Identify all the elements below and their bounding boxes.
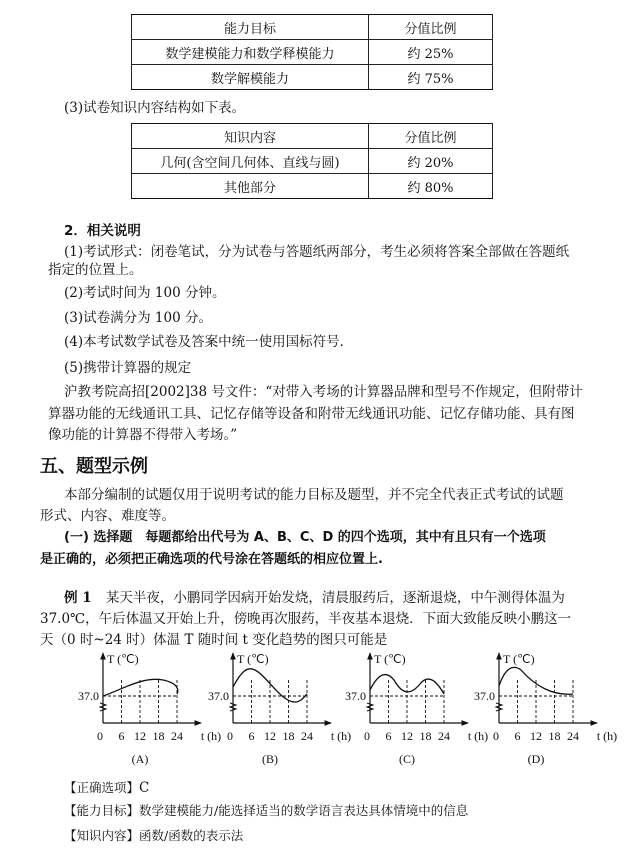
y-tick-label: 37.0 [474,689,495,703]
y-axis-label: T (℃) [374,652,406,666]
x-tick-label: 0 [364,729,370,743]
graphs-panel [0,645,643,770]
x-axis-label: t (h) [596,729,618,743]
temperature-graph [208,652,351,766]
note-item-5: (5)携带计算器的规定 [64,360,192,376]
x-axis-label: t (h) [200,729,222,743]
table-cell: 约 80% [369,174,493,199]
x-tick-label: 6 [514,729,521,743]
table-cell: 数学建模能力和数学释模能力 [132,40,369,65]
temperature-graph [474,652,617,766]
correct-option-value: C [139,780,150,796]
knowledge-table [131,123,493,199]
choice-instructions-2: 是正确的，必须把正确选项的代号涂在答题纸的相应位置上. [40,552,383,567]
section3-intro: (3)试卷知识内容结构如下表。 [64,100,246,116]
y-axis-label: T (℃) [107,652,139,666]
knowledge-content-label: 【知识内容】 [64,828,140,843]
table-row [132,149,493,174]
x-tick-label: 0 [493,729,499,743]
x-tick-label: 18 [419,729,432,743]
correct-option-label: 【正确选项】 [64,780,140,795]
x-axis-label: t (h) [467,729,489,743]
x-tick-label: 0 [97,729,103,743]
ability-target-label: 【能力目标】 [64,803,140,818]
table-cell: 数学解模能力 [132,65,369,90]
x-tick-label: 24 [438,729,450,743]
notes-title: 2．相关说明 [64,223,141,239]
table-row [132,124,493,149]
table-cell: 其他部分 [132,174,369,199]
x-axis-label: t (h) [330,729,352,743]
y-axis-label: T (℃) [503,652,535,666]
table-header-cell: 能力目标 [132,15,369,40]
x-tick-label: 0 [227,729,233,743]
example-line-3: 天（0 时~24 时）体温 T 随时间 t 变化趋势的图只可能是 [40,632,388,648]
option-label: (A) [131,752,149,766]
note-item-4: (4)本考试数学试卷及答案中统一使用国标符号． [64,334,354,350]
x-tick-label: 12 [264,729,276,743]
note-item-1-cont: 指定的位置上。 [48,262,143,278]
temperature-graph [345,652,488,766]
table-header-cell: 分值比例 [369,15,493,40]
rule-line-1: 沪教考院高招[2002]38 号文件：“对带入考场的计算器品牌和型号不作规定，但附带计 [64,384,583,400]
ability-table [131,14,493,90]
x-tick-label: 12 [134,729,146,743]
ability-target [64,800,468,822]
correct-option [64,777,149,799]
x-tick-label: 24 [567,729,579,743]
temperature-graph [78,652,221,766]
knowledge-content [64,825,243,847]
x-tick-label: 24 [171,729,183,743]
rule-line-2: 算器功能的无线通讯工具、记忆存储等设备和附带无线通讯功能、记忆存储功能、具有图 [48,406,575,422]
knowledge-content-value: 函数/函数的表示法 [139,828,244,843]
y-tick-label: 37.0 [78,689,99,703]
x-tick-label: 18 [152,729,165,743]
option-label: (C) [399,752,415,766]
y-tick-label: 37.0 [345,689,366,703]
example-label: 例 1 [64,590,92,606]
table-row [132,65,493,90]
choice-instructions-1: (一) 选择题 每题都给出代号为 A、B、C、D 的四个选项，其中有且只有一个选项 [64,530,546,545]
x-tick-label: 6 [248,729,255,743]
table-row [132,15,493,40]
section-intro-1: 本部分编制的试题仅用于说明考试的能力目标及题型，并不完全代表正式考试的试题 [64,487,564,503]
x-tick-label: 24 [301,729,313,743]
table-row [132,174,493,199]
x-tick-label: 12 [530,729,542,743]
table-cell: 几何(含空间几何体、直线与圆) [132,149,369,174]
ability-target-value: 数学建模能力/能选择适当的数学语言表达具体情境中的信息 [139,803,469,818]
x-tick-label: 18 [548,729,561,743]
section-intro-2: 形式、内容、难度等。 [40,508,175,524]
table-cell: 约 75% [369,65,493,90]
x-tick-label: 18 [282,729,295,743]
note-item-3: (3)试卷满分为 100 分。 [64,310,212,326]
option-label: (B) [262,752,278,766]
table-cell: 约 25% [369,40,493,65]
y-axis-label: T (℃) [237,652,269,666]
y-tick-label: 37.0 [208,689,229,703]
example-line-1 [64,587,565,609]
table-header-cell: 分值比例 [369,124,493,149]
note-line: (1)考试形式：闭卷笔试，分为试卷与答题纸两部分，考生必须将答案全部做在答题纸 [64,244,570,260]
example-text: 某天半夜，小鹏同学因病开始发烧，清晨服药后，逐渐退烧，中午测得体温为 [105,590,565,606]
section-heading: 五、题型示例 [40,456,148,477]
x-tick-label: 6 [385,729,392,743]
table-cell: 约 20% [369,149,493,174]
x-tick-label: 6 [118,729,125,743]
option-label: (D) [527,752,545,766]
rule-line-3: 像功能的计算器不得带入考场。” [48,427,238,443]
x-tick-label: 12 [401,729,413,743]
note-item-2: (2)考试时间为 100 分钟。 [64,285,226,301]
example-line-2: 37.0℃，午后体温又开始上升，傍晚再次服药，半夜基本退烧．下面大致能反映小鹏这一 [40,611,572,627]
table-header-cell: 知识内容 [132,124,369,149]
table-row [132,40,493,65]
